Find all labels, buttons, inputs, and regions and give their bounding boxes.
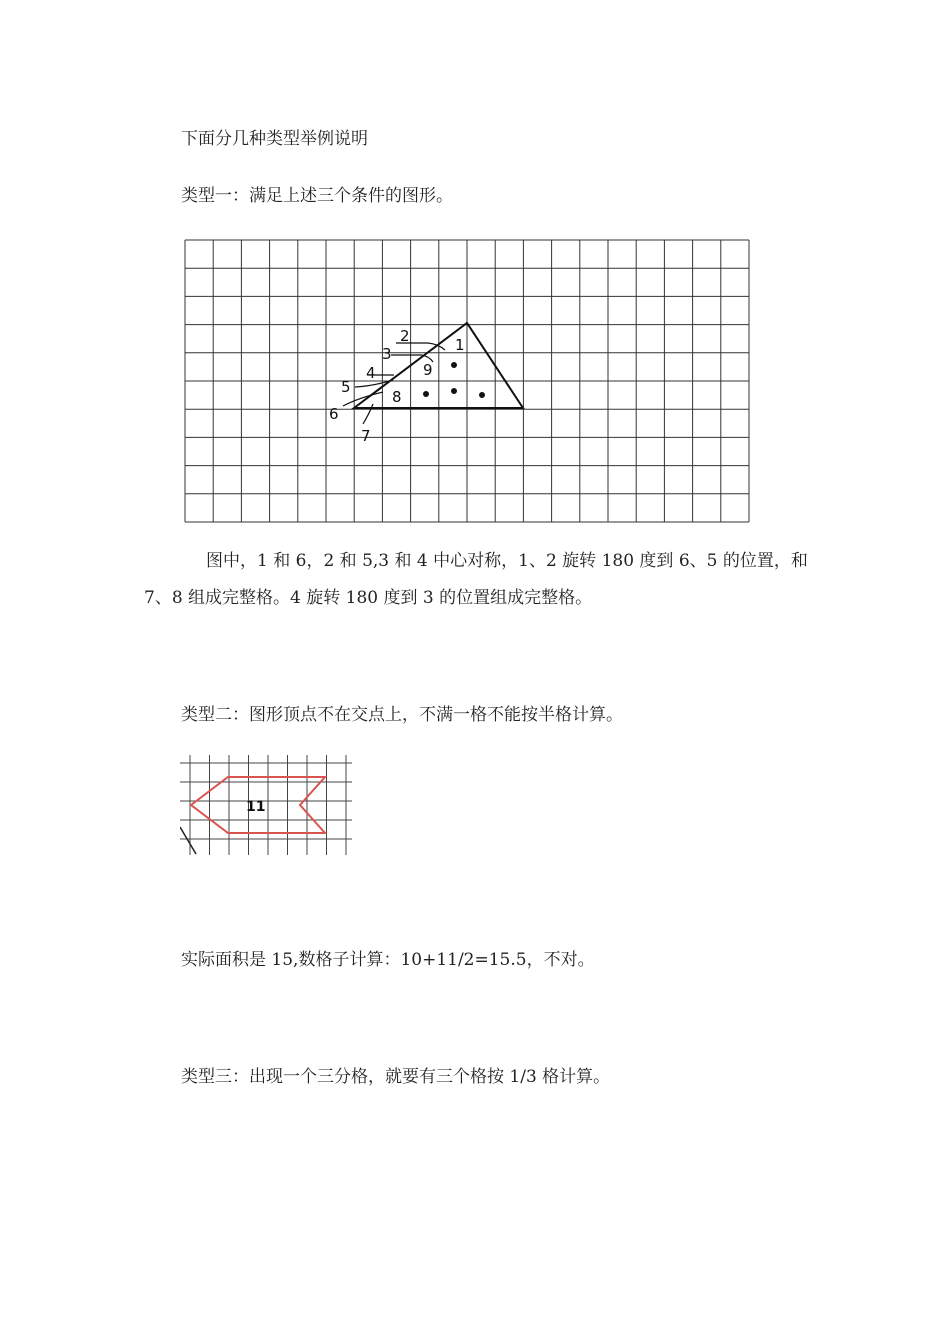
label-6: 6	[329, 405, 339, 423]
label-8: 8	[392, 388, 402, 406]
type2-heading: 类型二：图形顶点不在交点上，不满一格不能按半格计算。	[181, 705, 623, 725]
figure-annotations	[343, 343, 445, 424]
corner-mark	[180, 827, 196, 854]
intro-text: 下面分几种类型举例说明	[181, 129, 368, 149]
type1-heading: 类型一：满足上述三个条件的图形。	[181, 186, 453, 206]
grid-lines	[185, 240, 749, 522]
type1-explanation: 图中，1 和 6，2 和 5,3 和 4 中心对称，1、2 旋转 180 度到 6、5 的位置，和 7、8 组成完整格。4 旋转 180 度到 3 的位置组成完整格。	[144, 551, 808, 608]
label-4: 4	[366, 364, 376, 382]
label-7: 7	[361, 427, 371, 445]
label-2: 2	[400, 327, 410, 345]
label-1: 1	[455, 336, 465, 354]
label-5: 5	[341, 378, 351, 396]
label-9: 9	[423, 361, 433, 379]
type3-heading: 类型三：出现一个三分格，就要有三个格按 1/3 格计算。	[181, 1067, 611, 1087]
label-3: 3	[382, 345, 392, 363]
area-label: 11	[246, 799, 266, 815]
grid-lines	[180, 755, 352, 855]
type2-note: 实际面积是 15,数格子计算：10+11/2=15.5，不对。	[181, 950, 595, 970]
type1-grid-figure	[183, 238, 753, 528]
type2-grid-figure	[180, 755, 355, 855]
